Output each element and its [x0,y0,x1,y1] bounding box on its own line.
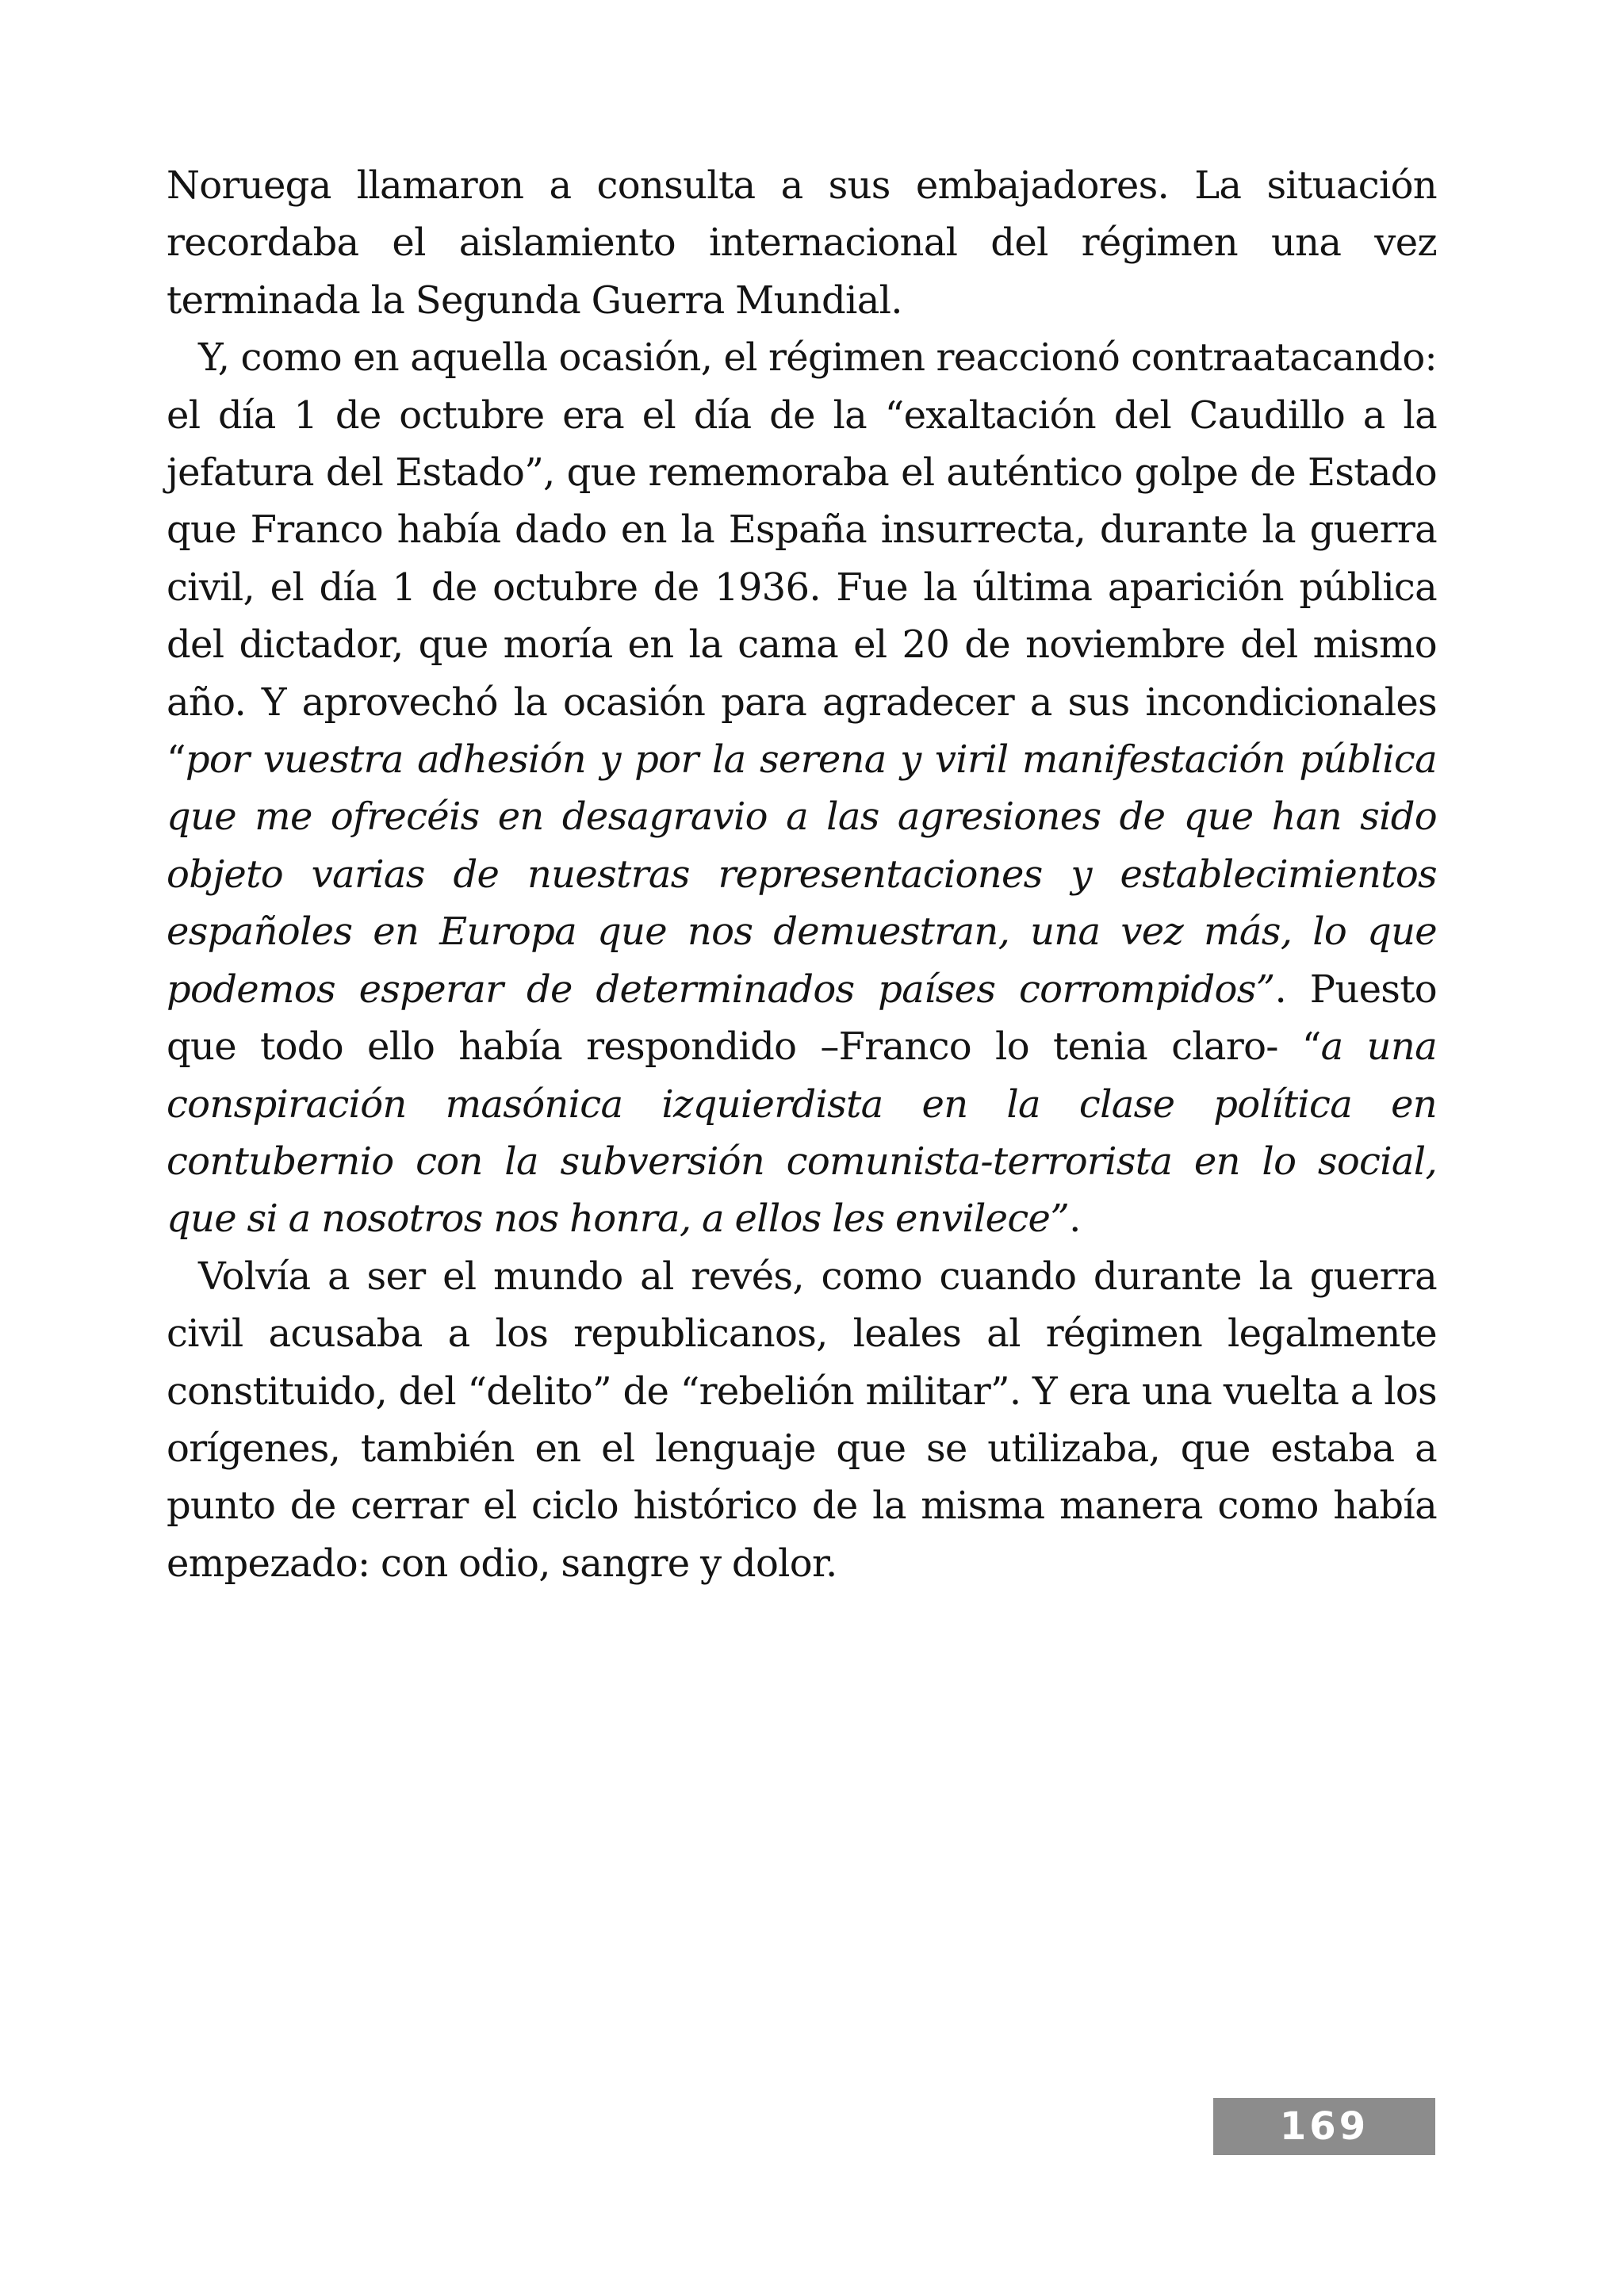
text-segment: Y, como en aquella ocasión, el régimen reaccionó contraatacando: el día 1 de octubre era el día de la “exaltación del Caudillo a la jefatura del Estado”, que rememoraba el auténtico golpe de Estado que Franco había dado en la España insurrecta, durante la guerra civil, el día 1 de octubre de 1936. Fue la última aparición pública del dictador, que moría en la cama el 20 de noviembre del mismo año. Y aprovechó la ocasión para agradecer a sus incondicionales “ [167,335,1437,783]
page-number: 169 [1279,2104,1369,2149]
text-segment: . [1069,1196,1081,1242]
page-number-badge [1213,2098,1435,2155]
paragraph [167,329,1437,1248]
italic-quote: a una conspiración masónica izquierdista en la clase política en contubernio con la subversión comunista-terrorista en lo social, que si a nosotros nos honra, a ellos les envilece” [167,1024,1437,1242]
body-text [167,157,1437,1592]
text-segment: . Puesto que todo ello había respondido –Franco lo tenia claro- “ [167,967,1437,1070]
text-segment: Noruega llamaron a consulta a sus embajadores. La situación recordaba el aislamiento internacional del régimen una vez terminada la Segunda Guerra Mundial. [167,163,1437,323]
paragraph [167,1248,1437,1592]
italic-quote: por vuestra adhesión y por la serena y viril manifestación pública que me ofrecéis en desagravio a las agresiones de que han sido objeto varias de nuestras representaciones y establecimientos españoles en Europa que nos demuestran, una vez más, lo que podemos esperar de determinados países corrompidos” [167,737,1437,1012]
paragraph [167,157,1437,329]
text-segment: Volvía a ser el mundo al revés, como cuando durante la guerra civil acusaba a los republicanos, leales al régimen legalmente constituido, del “delito” de “rebelión militar”. Y era una vuelta a los orígenes, también en el lenguaje que se utilizaba, que estaba a punto de cerrar el ciclo histórico de la misma manera como había empezado: con odio, sangre y dolor. [167,1254,1437,1586]
